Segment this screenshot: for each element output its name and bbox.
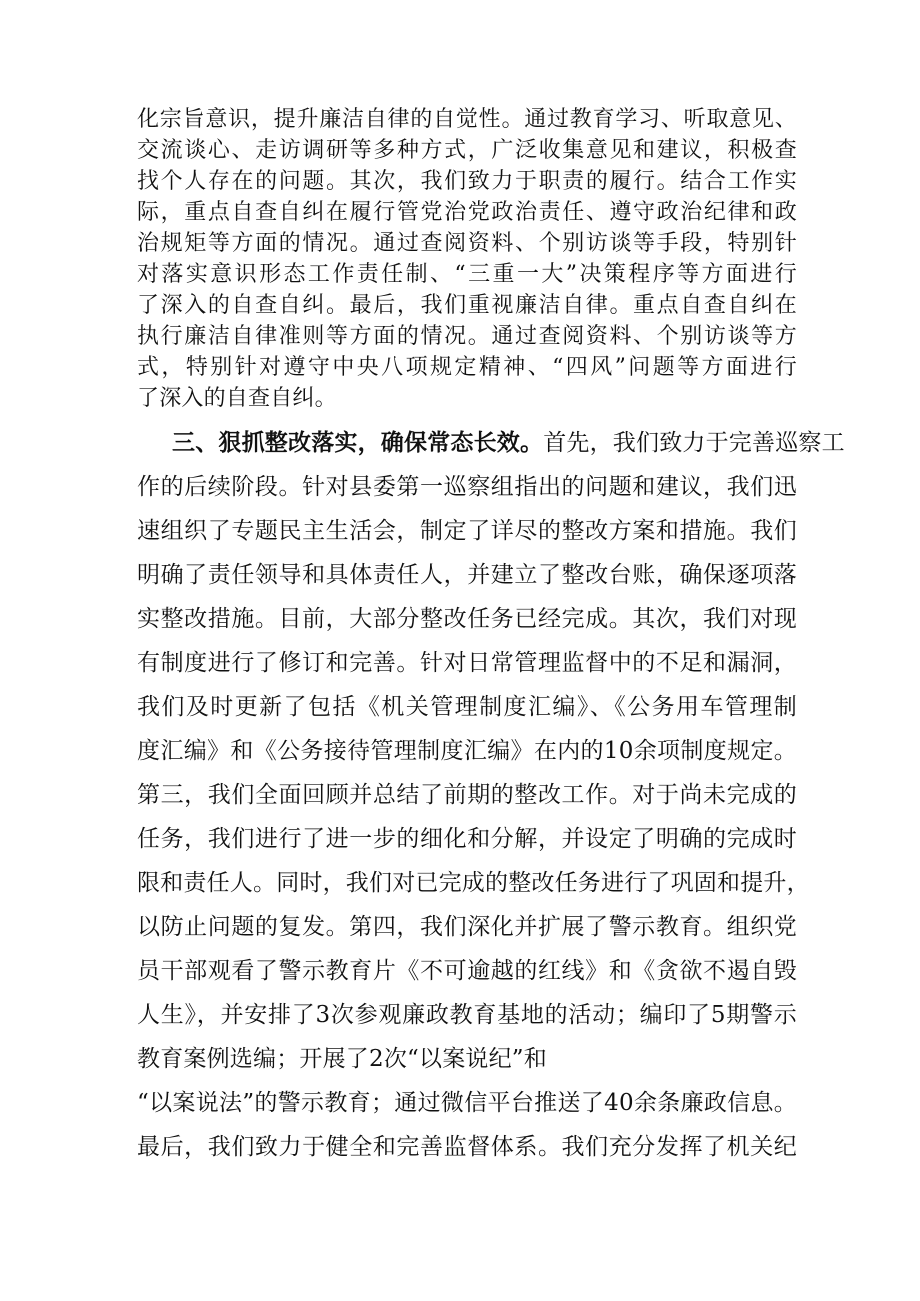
section-heading: 三、狠抓整改落实，确保常态长效。: [172, 430, 544, 456]
text-line: 教育案例选编；开展了2次“以案说纪”和: [137, 1046, 547, 1072]
text-line: 交流谈心、走访调研等多种方式，广泛收集意见和建议，积极查: [137, 138, 797, 163]
paragraph-continued: [137, 104, 797, 414]
text-line: “以案说法”的警示教育；通过微信平台推送了40余条廉政信息。: [137, 1090, 797, 1116]
text-line: 限和责任人。同时，我们对已完成的整改任务进行了巩固和提升，: [137, 870, 810, 896]
text-line: 执行廉洁自律准则等方面的情况。通过查阅资料、个别访谈等方: [137, 324, 797, 349]
text-line: 对落实意识形态工作责任制、“三重一大”决策程序等方面进行: [137, 262, 797, 287]
text-line: 治规矩等方面的情况。通过查阅资料、个别访谈等手段，特别针: [137, 231, 797, 256]
text-line: 第三，我们全面回顾并总结了前期的整改工作。对于尚未完成的: [137, 782, 797, 808]
section-three-paragraph: [137, 421, 845, 1169]
text-line: 以防止问题的复发。第四，我们深化并扩展了警示教育。组织党: [137, 914, 797, 940]
text-line: 人生》，并安排了3次参观廉政教育基地的活动；编印了5期警示: [137, 1002, 797, 1028]
text-line: 了深入的自查自纠。最后，我们重视廉洁自律。重点自查自纠在: [137, 293, 797, 318]
text-line: 最后，我们致力于健全和完善监督体系。我们充分发挥了机关纪: [137, 1134, 797, 1160]
text-line: 式，特别针对遵守中央八项规定精神、“四风”问题等方面进行: [137, 355, 797, 380]
text-line: 员干部观看了警示教育片《不可逾越的红线》和《贪欲不遏自毁: [137, 958, 797, 984]
text-line: 度汇编》和《公务接待管理制度汇编》在内的10余项制度规定。: [137, 738, 797, 764]
text-line: 我们及时更新了包括《机关管理制度汇编》、《公务用车管理制: [137, 694, 797, 720]
text-line: 任务，我们进行了进一步的细化和分解，并设定了明确的完成时: [137, 826, 797, 852]
text-line: 明确了责任领导和具体责任人，并建立了整改台账，确保逐项落: [137, 562, 797, 588]
text-line: 作的后续阶段。针对县委第一巡察组指出的问题和建议，我们迅: [137, 474, 797, 500]
text-line: 化宗旨意识，提升廉洁自律的自觉性。通过教育学习、听取意见、: [137, 107, 797, 132]
text-line: 实整改措施。目前，大部分整改任务已经完成。其次，我们对现: [137, 606, 797, 632]
text-line: 际，重点自查自纠在履行管党治党政治责任、遵守政治纪律和政: [137, 200, 797, 225]
text-line: 速组织了专题民主生活会，制定了详尽的整改方案和措施。我们: [137, 518, 797, 544]
section-heading-line: [137, 421, 845, 465]
heading-line-text: 首先，我们致力于完善巡察工: [543, 430, 845, 456]
text-line: 有制度进行了修订和完善。针对日常管理监督中的不足和漏洞，: [137, 650, 797, 676]
text-line: 找个人存在的问题。其次，我们致力于职责的履行。结合工作实: [137, 169, 797, 194]
text-line: 了深入的自查自纠。: [137, 386, 337, 411]
